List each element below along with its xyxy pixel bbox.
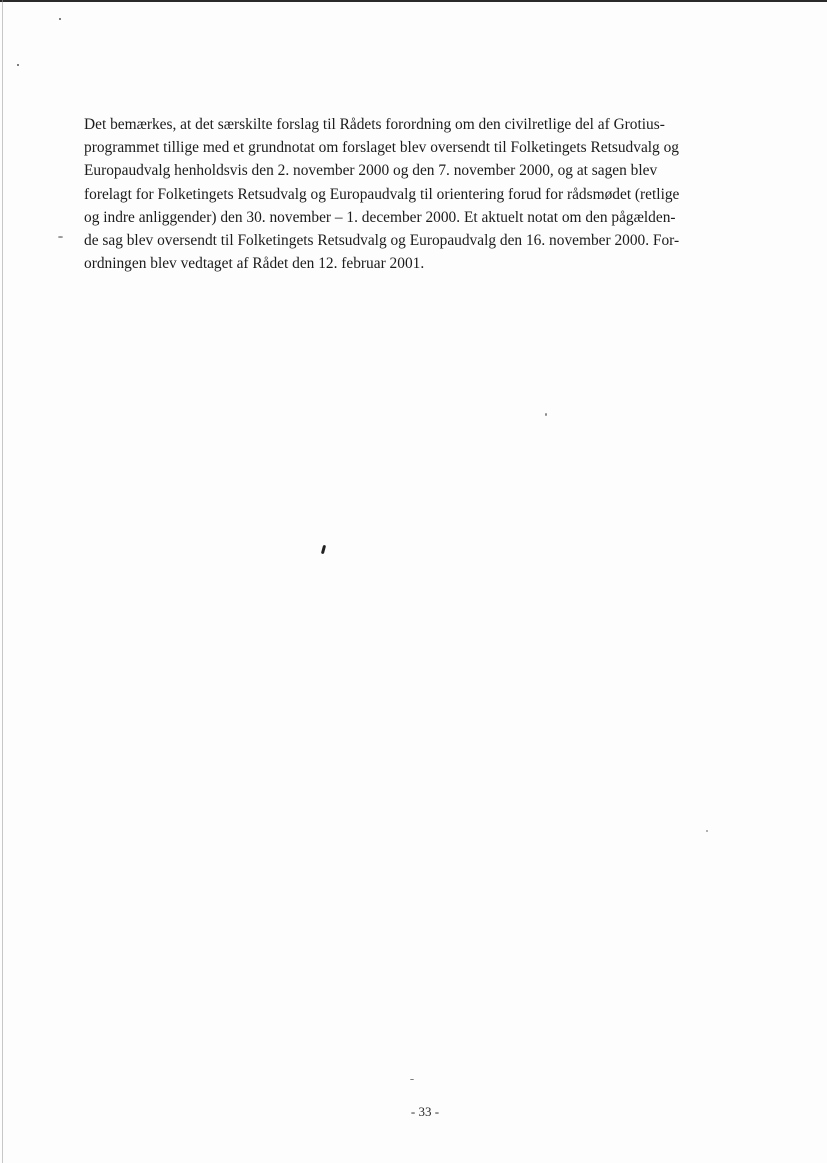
- top-scan-border: [0, 0, 827, 2]
- paragraph-line: de sag blev oversendt til Folketingets Retsudvalg og Europaudvalg den 16. november 2000. For-: [84, 232, 680, 250]
- scan-speck: [545, 413, 547, 416]
- scan-speck: [410, 1079, 414, 1080]
- scan-speck: [17, 64, 19, 66]
- left-scan-edge: [2, 0, 3, 1163]
- page-number: - 33 -: [410, 1104, 440, 1119]
- paragraph-line: programmet tillige med et grundnotat om forslaget blev oversendt til Folketingets Retsudvalg og: [84, 139, 679, 157]
- scan-speck: [59, 18, 61, 20]
- scan-speck: [321, 545, 326, 554]
- paragraph-line: forelagt for Folketingets Retsudvalg og Europaudvalg til orientering forud for rådsmødet (retlige: [84, 185, 680, 203]
- scan-speck: [58, 236, 63, 238]
- paragraph-line: Europaudvalg henholdsvis den 2. november 2000 og den 7. november 2000, og at sagen blev: [84, 162, 658, 180]
- paragraph-line: ordningen blev vedtaget af Rådet den 12. februar 2001.: [84, 255, 425, 273]
- paragraph-line: og indre anliggender) den 30. november – 1. december 2000. Et aktuelt notat om den pågælden-: [84, 208, 676, 226]
- scan-speck: [706, 830, 708, 832]
- paragraph-line: Det bemærkes, at det særskilte forslag til Rådets forordning om den civilretlige del af Grotius-: [84, 116, 665, 133]
- body-paragraph: [84, 113, 744, 275]
